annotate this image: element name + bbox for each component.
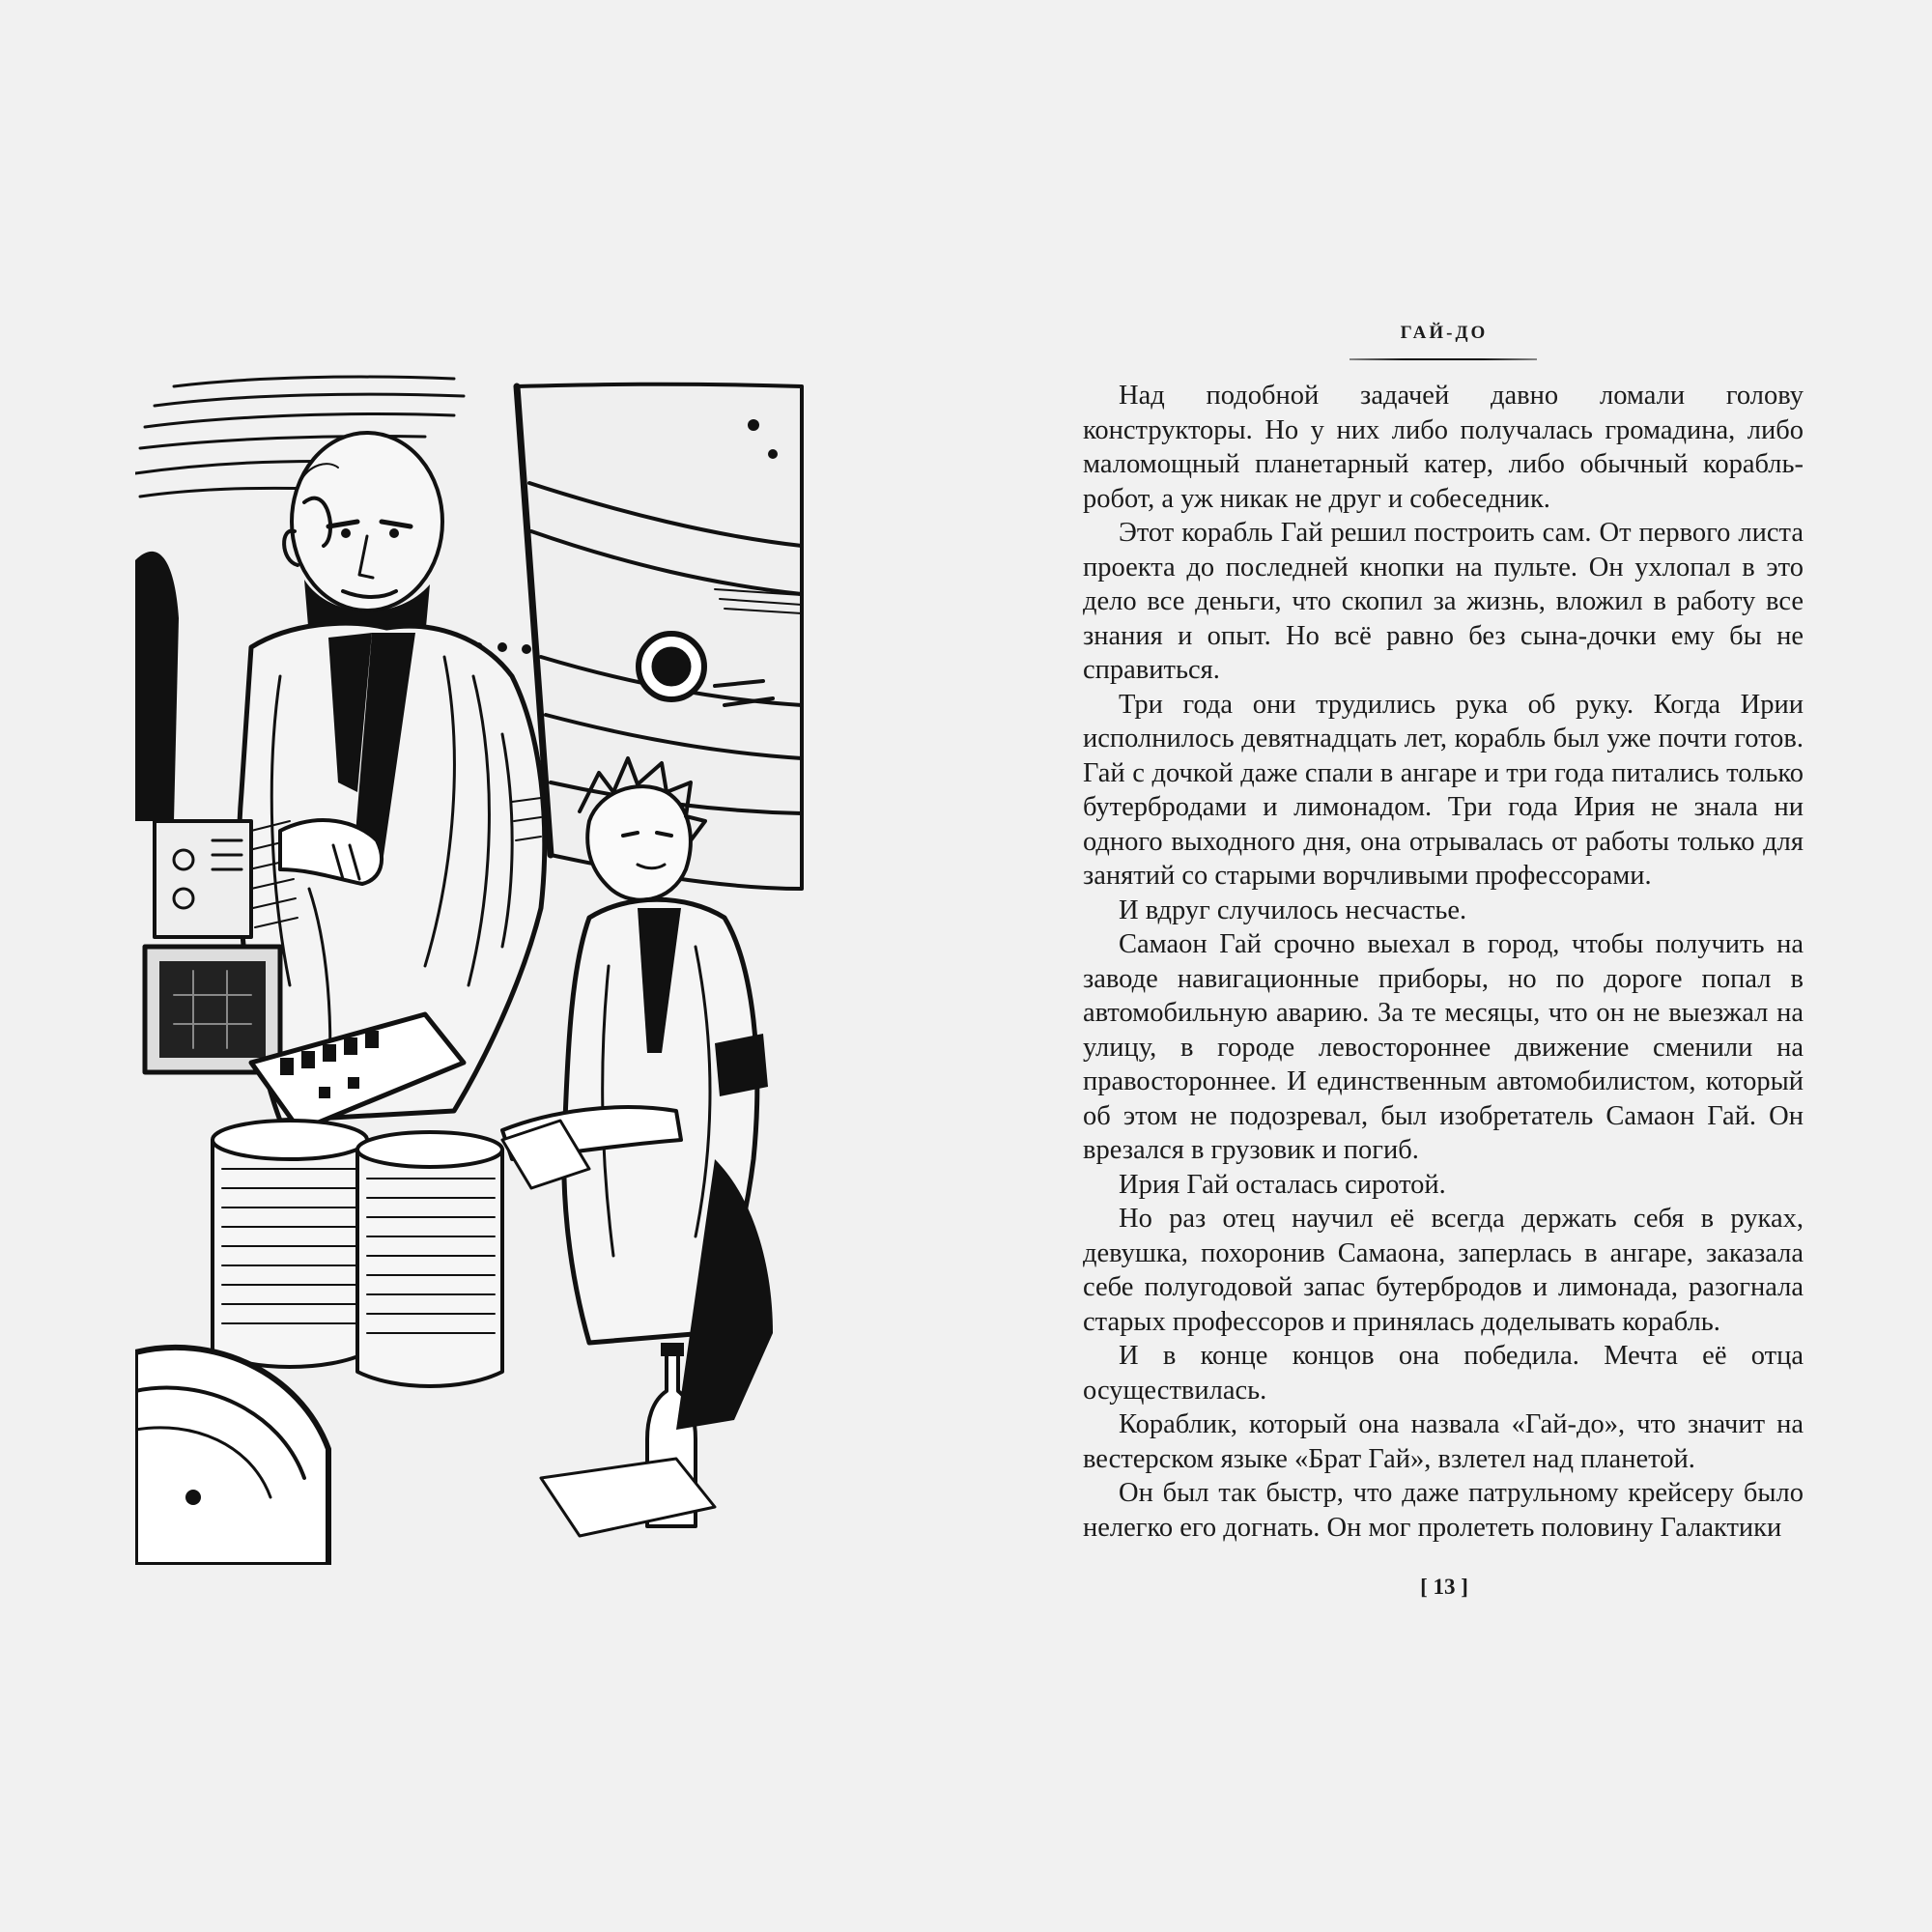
paragraph: Самаон Гай срочно выехал в город, чтобы получить на заводе навигационные приборы, но по дороге попал в автомобильную аварию. За те месяцы, что он не выезжал на улицу, в городе левостороннее движение сменили на правостороннее. И единственным автомобилистом, который об этом не подозревал, был изобретатель Самаон Гай. Он врезался в грузовик и погиб.	[1083, 929, 1804, 1165]
paragraph: Ирия Гай осталась сиротой.	[1119, 1169, 1446, 1200]
paragraph: Над подобной задачей давно ломали голову конструкторы. Но у них либо получалась громадина, либо маломощный планетарный катер, либо обычный корабль-робот, а уж никак не друг и собеседник.	[1083, 381, 1804, 514]
paragraph: И вдруг случилось несчастье.	[1119, 895, 1467, 925]
paragraph: Но раз отец научил её всегда держать себя в руках, девушка, похоронив Самаона, заперлась в ангаре, заказала себе полугодовой запас бутербродов и лимонада, разогнала старых профессоров и принялась доделывать корабль.	[1083, 1204, 1804, 1337]
running-head: ГАЙ-ДО	[1400, 323, 1489, 343]
paragraph: Кораблик, который она назвала «Гай-до», что значит на вестерском языке «Брат Гай», взлетел над планетой.	[1083, 1409, 1804, 1474]
paragraph: И в конце концов она победила. Мечта её отца осуществилась.	[1083, 1341, 1804, 1406]
running-head-rule	[1350, 358, 1537, 360]
paragraph: Три года они трудились рука об руку. Когда Ирии исполнилось девятнадцать лет, корабль был уже почти готов. Гай с дочкой даже спали в ангаре и три года питались только бутербродами и лимонадом. Три года Ирия не знала ни одного выходного дня, она отрывалась от работы только для занятий со старыми ворчливыми профессорами.	[1083, 689, 1804, 891]
paragraph: Он был так быстр, что даже патрульному крейсеру было нелегко его догнать. Он мог пролететь половину Галактики	[1083, 1478, 1804, 1543]
paragraph: Этот корабль Гай решил построить сам. От первого листа проекта до последней кнопки на пульте. Он ухлопал в это дело все деньги, что скопил за жизнь, вложил в работу все знания и опыт. Но всё равно без сына-дочки ему бы не справиться.	[1083, 518, 1804, 685]
page-number: [ 13 ]	[1420, 1575, 1468, 1599]
illustration-father-and-daughter-in-hangar	[135, 367, 840, 1565]
text-column	[1083, 379, 1804, 1545]
